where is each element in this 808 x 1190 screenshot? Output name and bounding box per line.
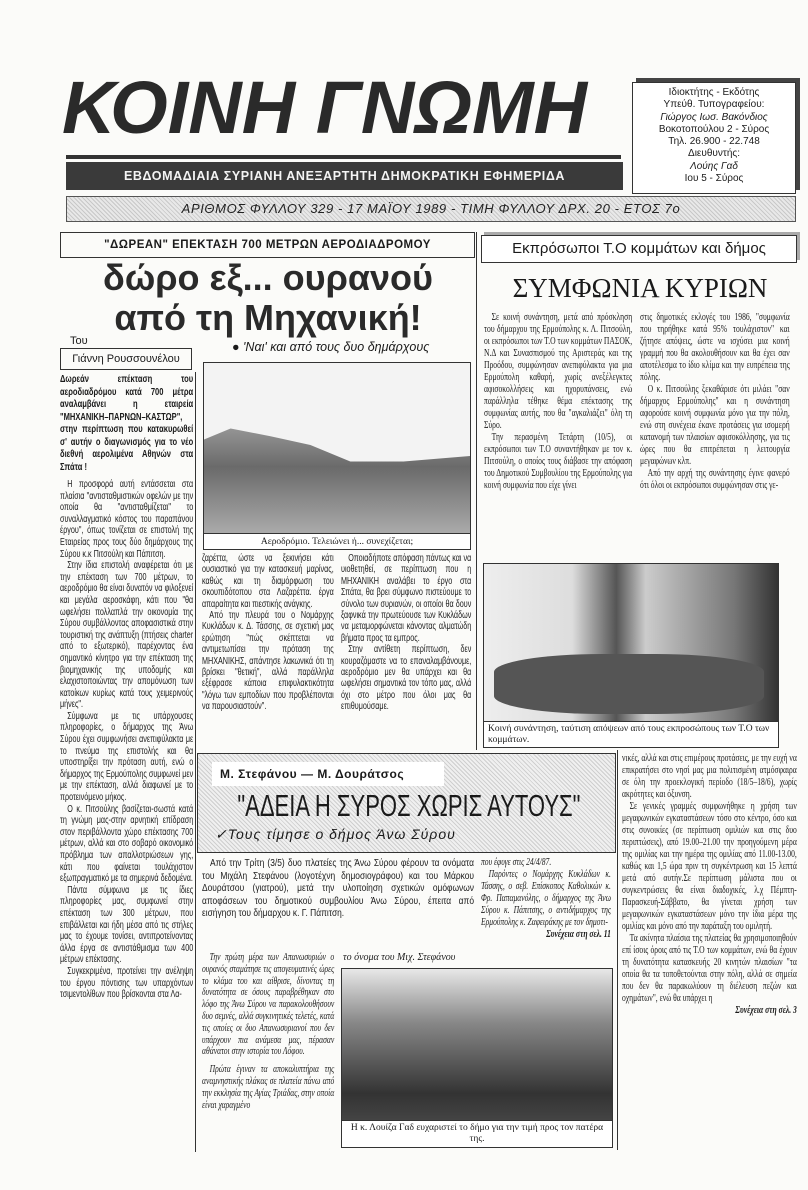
paragraph: Την πρώτη μέρα των Απανωσυριών ο ουρανός σταμάτησε τις απογευματινές ώρες το κλάμα του και αίθρισε, δίνοντας τη δυνατότητα σε όσους παραβρέθηκαν στο λόφο της Άνω Σύρου να παρακολουθήσουν δυο σεμνές, αλλά συγκινητικές τελετές, κατά τις οποίες οι δυο Απανωσυριανοί που δεν υπάρχουν πια ανάμεσα μας, πέρασαν αθάνατοι στην ιστορία του Λόφου. <box>202 952 335 1058</box>
paragraph: Συγκεκριμένα, προτείνει την ανέληψη του έργου πόντισης των υπαρχόντων τσιμεντολίθων που βρίσκονται στα Λα- <box>60 965 194 1001</box>
info-line: Διευθυντής: <box>688 148 740 160</box>
paragraph: Σύμφωνα με τις υπάρχουσες πληροφορίες, ο δήμαρχος της Άνω Σύρου έχει συμφωνήσει ανεπιφύλακτα με το πνεύμα της επιστολής και θα υποστηρίξει την πρόταση αυτή, ενώ ο δήμαρχος της Ερμούπολης συμφωνεί μεν με την επέκταση, αλλά διαφωνεί με το προτεινόμενο μήκος. <box>60 710 194 804</box>
article1-column-1 <box>60 373 193 1001</box>
paragraph: Παρόντες ο Νομάρχης Κυκλάδων κ. Τάσσης, ο σεβ. Επίσκοπος Καθολικών κ. Φρ. Παπαμανόλης, ο δήμαρχος της Άνω Σύρου κ. Πάπιτσης, ο αντιδήμαρχος της Ερμούπολης κ. Ζαφειράκης με τον δημοτι- <box>481 869 611 928</box>
paragraph: Σε κοινή συνάντηση, μετά από πρόσκληση του δήμαρχου της Ερμούπολης κ. Λ. Πιτσούλη, οι εκπρόσωποι των Τ.Ο των κομμάτων ΠΑΣΟΚ, Ν.Δ και Συνασπισμού της Αριστεράς και της Προόδου, συμφώνησαν ανεπιφύλακτα για μια Ερμούπολη καθαρή, χωρίς ανεξέλεγκτες αφισοκολλήσεις και ηχορυπάνσεις, ενώ παράλληλα τέθηκε θέμα επέκτασης της συμφωνίας αυτής, που θα "αγκαλιάζει" όλη τη Σύρο. <box>484 312 633 431</box>
deck-text: 'Ναι' και από τους δυο δημάρχους <box>243 340 430 354</box>
article2-column-3 <box>622 753 797 1017</box>
column-rule <box>476 232 477 750</box>
byline-prefix: Του <box>70 335 88 347</box>
article2-kicker: Εκπρόσωποι Τ.Ο κομμάτων και δήμος <box>481 235 797 263</box>
article2-headline: ΣΥΜΦΩΝΙΑ ΚΥΡΙΩΝ <box>512 273 768 303</box>
photo-caption: Αεροδρόμιο. Τελειώνει ή... συνεχίζεται; <box>204 533 470 549</box>
photo-caption: Η κ. Λουίζα Γαδ ευχαριστεί το δήμο για την τιμή προς τον πατέρα της. <box>342 1120 612 1147</box>
ceremony-photo <box>341 968 613 1148</box>
paragraph: Την περασμένη Τετάρτη (10/5), οι εκπρόσωποι των Τ.Ο συναντήθηκαν με τον κ. Πιτσούλη, ο οποίος τους διάβασε την απόφαση του Δημοτικού Συμβουλίου της Ερμούπολης για κοινή συμφωνία που είχε γίνει <box>484 432 633 491</box>
paragraph: στις δημοτικές εκλογές του 1986, "συμφωνία που τηρήθηκε κατά 95% τουλάχιστον" και ζήτησε απόψεις, ώστε να ισχύσει μια κοινή γραμμή που θα ακολουθήσουν και θα έχει σαν αποτέλεσμα το ίδιο κλίμα και την ευπρέπεια της πόλης. <box>640 312 790 383</box>
column-rule <box>195 372 196 1152</box>
info-line: Τηλ. 26.900 - 22.748 <box>668 136 760 148</box>
info-line: Γιώργος Ιωσ. Βακόνδιος <box>660 111 768 123</box>
info-line: Υπεύθ. Τυπογραφείου: <box>663 99 765 111</box>
article3-column-2 <box>343 952 478 964</box>
logo-rule <box>66 155 621 159</box>
paragraph: που έφυγε στις 24/4/87. <box>481 857 552 868</box>
publisher-info-box <box>632 82 796 194</box>
paragraph: Από την αρχή της συνάντησης έγινε φανερό ότι όλοι οι εκπρόσωποι συμφώνησαν στις γε- <box>640 468 790 491</box>
landscape-image <box>204 423 470 533</box>
article1-column-3 <box>341 553 471 713</box>
paragraph: Πρώτα έγιναν τα αποκαλυπτήρια της αναμνηστικής πλάκας σε πλατεία πάνω από την εκκλησία της Αγίας Τριάδας, στην οποία είναι χαραγμένο <box>202 1064 335 1111</box>
continued-link[interactable]: Συνέχεια στη σελ. 11 <box>546 929 611 940</box>
bullet-icon: ● <box>232 340 244 354</box>
meeting-photo <box>483 563 779 748</box>
article1-kicker: "ΔΩΡΕΑΝ" ΕΠΕΚΤΑΣΗ 700 ΜΕΤΡΩΝ ΑΕΡΟΔΙΑΔΡΟΜΟΥ <box>60 232 475 258</box>
tagline-bar: ΕΒΔΟΜΑΔΙΑΙΑ ΣΥΡΙΑΝΗ ΑΝΕΞΑΡΤΗΤΗ ΔΗΜΟΚΡΑΤΙΚΗ ΕΦΗΜΕΡΙΔΑ <box>66 162 623 190</box>
article1-headline <box>62 258 474 338</box>
paragraph: Σε γενικές γραμμές συμφωνήθηκε η χρήση των μεγαφωνικών εγκαταστάσεων τόσο στο κέντρο, όσο και στις συνοικίες (σε περίπτωση ομιλιών και στις δυο περιπτώσεις), από 19.00–21.00 την προηγούμενη μέρα της ομιλίας και την ημέρα της ομιλίας από 11.00-13.00, καθώς και 1,5 ώρα πριν τη συγκέντρωση και 15 λεπτά μετά από αυτήν.Σε περίπτωση μάλιστα που οι συγκεντρώσεις θα είναι διαδοχικές, λ.χ Πέμπτη-Παρασκευή-Σάββατο, θα γίνεται χρήση των μεγαφωνικών εγκαταστάσεων μόνο την ίδια μέρα της ομιλίας και μόνο από την παράταξη του ομιλητή. <box>622 801 797 932</box>
paragraph: το όνομα του Μιχ. Στεφάνου <box>343 952 456 963</box>
info-line: Βοκοτοπούλου 2 - Σύρος <box>658 123 770 135</box>
paragraph: Η προσφορά αυτή εντάσσεται στα πλαίσια "αντισταθμιστικών οφελών με την οποία θα "αντισταθμίζεται" το συναλλαγματικό κόστος του παραπάνου έργου", όπως τονίζεται σε επιστολή της Εταιρείας προς τους δύο δημάρχους της Σύρου κ.κ Πιτσούλη και Πάπιτση. <box>60 479 194 560</box>
article1-lead: Δωρεάν επέκταση του αεροδιαδρόμου κατά 700 μέτρα αναλαμβάνει η εταιρεία "ΜΗΧΑΝΙΚΗ–ΠΑΡΝΩΝ–ΚΑΣΤΩΡ", στην περίπτωση που κατακυρωθεί σ' αυτήν ο διαγωνισμός για το νέο διεθνή αερολιμένα Αθηνών στα Σπάτα ! <box>60 373 194 473</box>
article3-deck: ✓Τους τίμησε ο δήμος Άνω Σύρου <box>215 826 456 842</box>
paragraph: Οποιαδήποτε απόφαση πάντως και να υιοθετηθεί, σε περίπτωση που η ΜΗΧΑΝΙΚΗ αναλάβει το έργο στα Σπάτα, θα βρει σύμφωνο πιστεύουμε το σύνολο των συριανών, οι οποίοι θα δουν ξαφνικά την πρωτεύουσε των Κυκλάδων να μεταμορφώνεται κάνοντας αλματώδη βήματα προς τα εμπρος. <box>341 553 472 644</box>
paragraph: Ο κ. Πιτσούλης ξεκαθάρισε ότι μιλάει "σαν δήμαρχος Ερμούπολης" και η συνάντηση αφορούσε κοινή συμφωνία μόνο για την πόλη, ενώ στη συνέχεια έκανε προτάσεις για ισομερή κατανομή των πλαισίων αφισοκόλλησης, για τις ώρες που θα επιτρέπεται η λειτουργία μεγαφώνων κλπ. <box>640 384 790 467</box>
info-line: Λούης Γαδ <box>690 160 738 172</box>
paragraph: Πάντα σύμφωνα με τις ίδιες πληροφορίες μας, συμφωνεί στην επέκταση των 300 μέτρων, που επιβάλλεται και ήδη μέσα από τις στήλες μας το έχουμε τονίσει, αντιπροτείνοντας άλλα έργα σε αντιστάθμισμα των 400 μέτρων επέκτασης. <box>60 884 194 966</box>
paragraph: Τα ακίνητα πλαίσια της πλατείας θα χρησιμοποιηθούν επί ίσοις όροις από τις Τ.Ο των κομμάτων, ενώ θα έχουν τη δυνατότητα κατασκευής 20 κινητών πλαισίων "τα οποία θα τα τοποθετούνται στην πόλη, αλλά σε σημεία που δεν θα παρακωλύουν τη διέλευση πεζών και οχημάτων", ενώ θα υπάρχει η <box>622 933 797 1004</box>
paragraph: Ο κ. Πιτσούλης βασίζεται-σωστά κατά τη γνώμη μας-στην αρνητική επίδραση στον περιβάλλοντα χώρο επέκτασης 700 μέτρων, αλλά και στο σοβαρό οικονομικό πρόβλημα των απαλλοτριώσεων γης, κάτι που φαίνεται τουλάχιστον εξωπραγματικό με τα σημερινά δεδομένα. <box>60 803 194 885</box>
byline: Γιάννη Ρουσσουνέλου <box>60 348 192 370</box>
paragraph: Στην ίδια επιστολή αναφέρεται ότι με την επέκταση των 700 μέτρων, το αεροδρόμιο θα είναι δυνατόν να φιλοξενεί και μεγάλα αεροσκάφη, κάτι που "θα ωφελήσει πολλαπλά την οικονομία της Σύρου συμβάλλοντας αποφασιστικά στην τουριστική της ανάπτυξη (πτήσεις charter από το εξωτερικό), παρέχοντας ένα σημαντικό κίνητρο για την επέκταση της βιομηχανικής της υποδομής και ελαχιστοποιώντας την απομόνωση των κατοίκων κυρίως κατά τους χειμερινούς μήνες". <box>60 560 194 711</box>
column-rule <box>617 750 618 1150</box>
article3-headline: "ΑΔΕΙΑ Η ΣΥΡΟΣ ΧΩΡΙΣ ΑΥΤΟΥΣ" <box>237 788 581 823</box>
article2-column-1 <box>484 312 632 492</box>
article3-column-1 <box>202 952 334 1111</box>
headline-line: από τη Μηχανική! <box>114 297 422 338</box>
airport-photo <box>203 362 471 550</box>
article3-column-3 <box>481 857 611 941</box>
article3-kicker: Μ. Στεφάνου — Μ. Δουράτσος <box>212 762 444 786</box>
article1-deck <box>232 340 429 354</box>
paragraph: Στην αντίθετη περίπτωση, δεν κουραζόμαστε να το επαναλαμβάνουμε, αεροδρόμιο μεν θα υπάρχει και θα ωφελήσει σημαντικά τον τόπο μας, αλλά όχι στο μέτρο που όλοι μας θα επιθυμούσαμε. <box>341 644 472 713</box>
meeting-table-image <box>494 654 764 714</box>
continued-link[interactable]: Συνέχεια στη σελ. 3 <box>735 1005 797 1016</box>
paragraph: ζαρέττα, ώστε να ξεκινήσει κάτι ουσιαστικό για την κατασκευή μαρίνας, καθώς και τη διαμόρφωση του σκουπιδότοπου στα Λαζαρέττα. έργα απαραίτητα και πιεστικής ανάγκης. <box>202 553 334 610</box>
article3-intro <box>202 857 474 920</box>
paragraph: Από την πλευρά του ο Νομάρχης Κυκλάδων κ. Δ. Τάσσης, σε σχετική μας ερώτηση "πώς σκέπτεται να αντιμετωπίσει την πρόταση της ΜΗΧΑΝΙΚΗΣ, απάντησε λακωνικά ότι τη βρίσκει "θετική", αλλά παράλληλα εξέφρασε κάποια επιφυλακτικότητα "λόγω των εμποδίων που προβλέπονται να παρουσιαστούν". <box>202 610 334 713</box>
newspaper-logo: ΚΟΙΝΗ ΓΝΩΜΗ <box>62 66 588 149</box>
photo-caption: Κοινή συνάντηση, ταύτιση απόψεων από τους εκπροσώπους των Τ.Ο των κομμάτων. <box>484 721 778 747</box>
issue-info-bar: ΑΡΙΘΜΟΣ ΦΥΛΛΟΥ 329 - 17 ΜΑΪΟΥ 1989 - ΤΙΜΗ ΦΥΛΛΟΥ ΔΡΧ. 20 - ΕΤΟΣ 7ο <box>66 196 796 222</box>
info-line: Ιου 5 - Σύρος <box>684 173 744 185</box>
article1-column-2 <box>202 553 334 713</box>
headline-line: δώρο εξ... ουρανού <box>103 257 433 298</box>
paragraph: νικές, αλλά και στις επιμέρους προτάσεις, με την ευχή να επικρατήσει στο νησί μας μια πολιτισμένη ατμόσφαιρα σε όλη την προεκλογική περίοδο (18/5–18/6), χωρίς ακρότητες και όξυνση. <box>622 753 797 800</box>
paragraph: Από την Τρίτη (3/5) δυο πλατείες της Άνω Σύρου φέρουν τα ονόματα του Μιχάλη Στεφάνου (λογοτέχνη δημοσιογράφου) και του Μάρκου Δουράτσου (γιατρού), μετά την υλοποίηση σχετικών ομόφωνων αποφάσεων του δημοτικού συμβουλίου Άνω Σύρου, έπειτα από εισήγηση του δήμαρχου κ. Γ. Πάπιτση. <box>202 857 474 920</box>
article2-column-2 <box>640 312 790 492</box>
info-line: Ιδιοκτήτης - Εκδότης <box>668 87 760 98</box>
